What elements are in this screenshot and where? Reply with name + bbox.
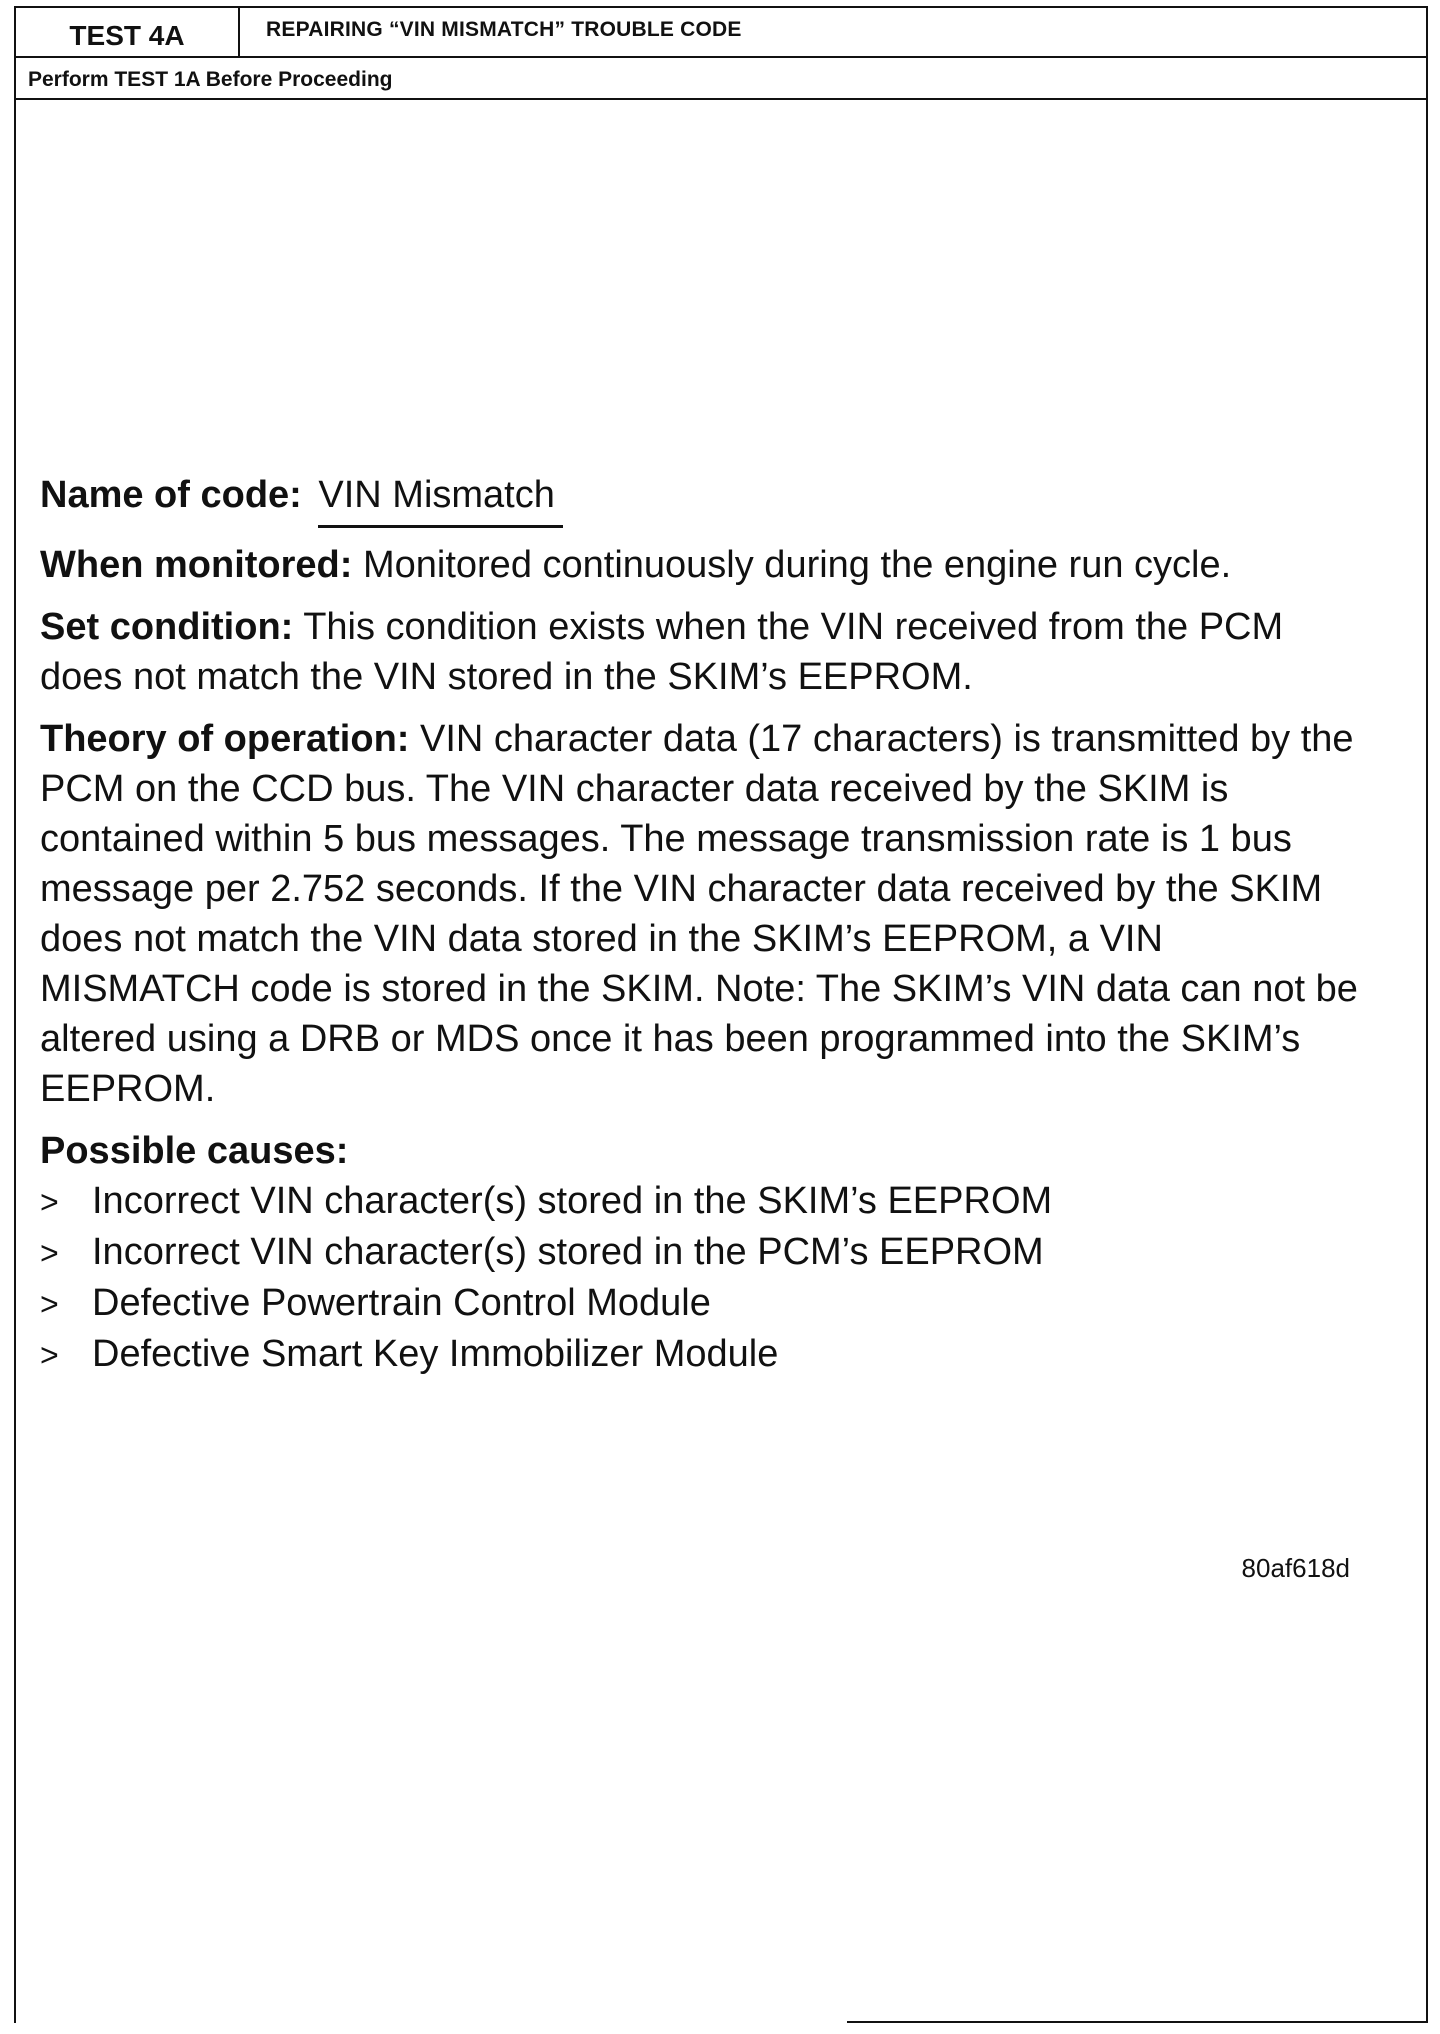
name-of-code-value: VIN Mismatch <box>318 473 562 528</box>
theory-of-operation-text: VIN character data (17 characters) is transmitted by the PCM on the CCD bus. The VIN character data received by the SKIM is contained within 5 bus messages. The message transmission rate is 1 bus message per 2.752 seconds. If the VIN character data received by the SKIM does not match the VIN data stored in the SKIM’s EEPROM, a VIN MISMATCH code is stored in the SKIM. Note: The SKIM’s VIN data can not be altered using a DRB or MDS once it has been programmed into the SKIM’s EEPROM. <box>40 718 1358 1110</box>
cause-text: Defective Smart Key Immobilizer Module <box>92 1333 779 1375</box>
chevron-right-icon: > <box>40 1286 59 1322</box>
chevron-right-icon: > <box>40 1235 59 1271</box>
cause-item <box>40 1329 1360 1380</box>
chevron-right-icon: > <box>40 1337 59 1373</box>
set-condition-label: Set condition: <box>40 606 294 648</box>
prerequisite-note: Perform TEST 1A Before Proceeding <box>28 68 393 91</box>
when-monitored-text: Monitored continuously during the engine run cycle. <box>362 544 1232 586</box>
test-title: REPAIRING “VIN MISMATCH” TROUBLE CODE <box>266 18 742 41</box>
set-condition <box>40 602 1360 702</box>
when-monitored <box>40 540 1360 590</box>
prerequisite-row <box>16 58 1426 100</box>
possible-causes-list <box>40 1176 1360 1380</box>
test-header <box>16 8 1426 58</box>
set-condition-text: This condition exists when the VIN received from the PCM does not match the VIN stored in the SKIM’s EEPROM. <box>40 606 1284 698</box>
possible-causes-label: Possible causes: <box>40 1130 349 1172</box>
cause-item <box>40 1278 1360 1329</box>
cause-text: Incorrect VIN character(s) stored in the SKIM’s EEPROM <box>92 1180 1053 1222</box>
name-of-code <box>40 470 1360 528</box>
bottom-rule <box>847 2021 1428 2023</box>
cause-text: Incorrect VIN character(s) stored in the PCM’s EEPROM <box>92 1231 1044 1273</box>
figure-reference-code: 80af618d <box>1241 1553 1350 1583</box>
when-monitored-label: When monitored: <box>40 544 353 586</box>
cause-item <box>40 1227 1360 1278</box>
test-id: TEST 4A <box>16 8 240 56</box>
code-description <box>40 470 1360 1380</box>
chevron-right-icon: > <box>40 1184 59 1220</box>
cause-text: Defective Powertrain Control Module <box>92 1282 711 1324</box>
theory-of-operation-label: Theory of operation: <box>40 718 410 760</box>
theory-of-operation <box>40 714 1360 1114</box>
cause-item <box>40 1176 1360 1227</box>
name-of-code-label: Name of code: <box>40 474 302 516</box>
